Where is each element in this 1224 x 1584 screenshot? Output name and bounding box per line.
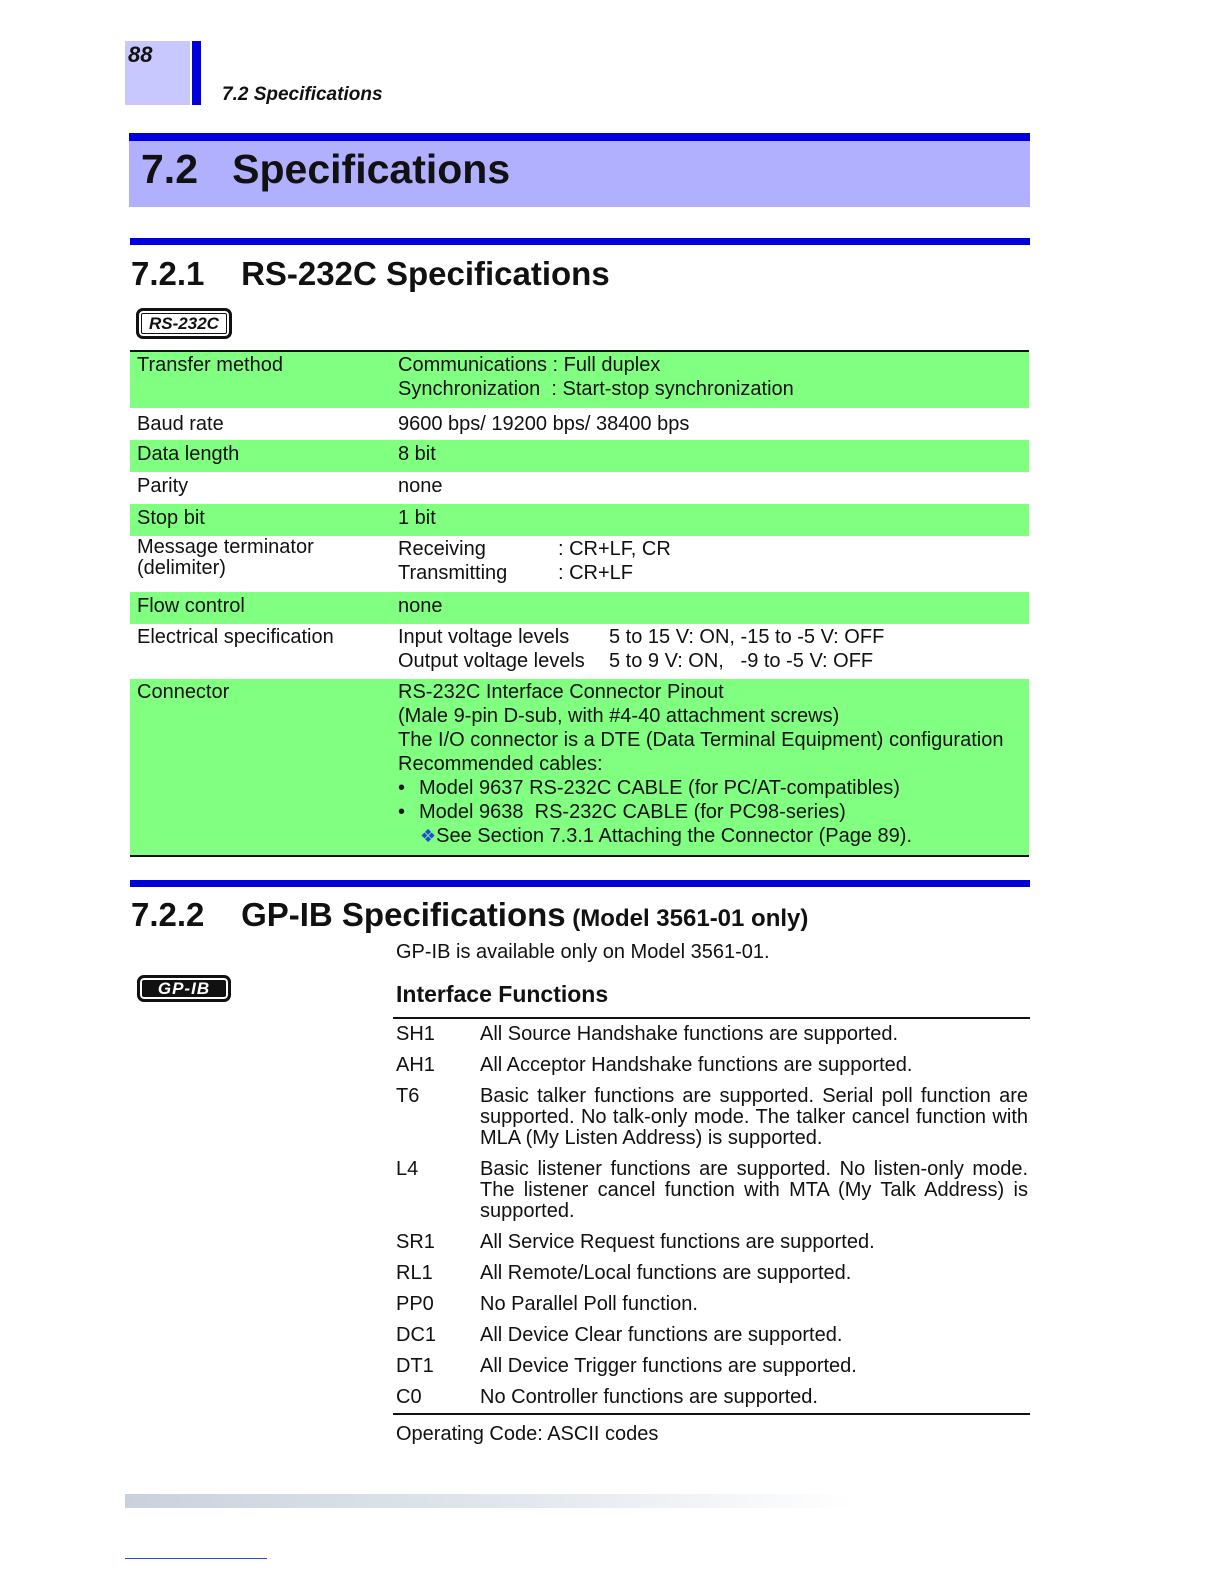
header-accent-bar — [192, 41, 201, 105]
bullet-icon: • — [398, 801, 406, 823]
value-pair — [398, 537, 1029, 561]
value-text: : CR+LF, CR — [558, 538, 671, 560]
section-title-gpib — [131, 895, 808, 939]
footer-gradient-band — [125, 1494, 855, 1508]
table-row-electrical-spec — [130, 624, 1029, 679]
value-pair — [398, 649, 1029, 673]
function-row — [393, 1081, 1030, 1154]
function-code: L4 — [396, 1158, 419, 1180]
table-row-parity — [130, 472, 1029, 504]
function-row — [393, 1351, 1030, 1382]
value-line: Synchronization : Start-stop synchronization — [398, 378, 794, 400]
value-key: Output voltage levels — [398, 650, 585, 672]
row-label — [130, 537, 398, 592]
row-label: Connector — [137, 681, 230, 703]
function-code: DC1 — [396, 1324, 437, 1346]
value-line: The I/O connector is a DTE (Data Terminal Equipment) configuration — [398, 729, 1004, 751]
row-value: none — [398, 475, 443, 497]
value-key: Input voltage levels — [398, 626, 570, 648]
function-row — [393, 1227, 1030, 1258]
function-desc: Basic listener functions are supported. No listen-only mode. The listener cancel function with MTA (My Talk Address) is supported. — [480, 1158, 1028, 1222]
row-label: Baud rate — [137, 413, 224, 435]
footer-rule — [125, 1558, 267, 1559]
bullet-text: Model 9638 RS-232C CABLE (for PC98-series) — [419, 801, 846, 823]
table-row-stop-bit — [130, 504, 1029, 536]
value-key: Receiving — [398, 538, 486, 560]
function-desc: All Source Handshake functions are supported. — [480, 1023, 899, 1045]
row-label: Transfer method — [137, 354, 283, 376]
function-code: PP0 — [396, 1293, 434, 1315]
function-code: DT1 — [396, 1355, 434, 1377]
function-row — [393, 1154, 1030, 1227]
row-value: 1 bit — [398, 507, 436, 529]
header-section-ref: 7.2 Specifications — [222, 84, 383, 105]
cable-bullet-item — [398, 800, 1029, 824]
row-value — [398, 680, 1029, 855]
function-row — [393, 1320, 1030, 1351]
rs232c-spec-table — [130, 350, 1029, 857]
value-text: 5 to 15 V: ON, -15 to -5 V: OFF — [609, 626, 885, 648]
function-desc: No Parallel Poll function. — [480, 1293, 698, 1315]
row-label-line: (delimiter) — [137, 557, 226, 579]
bullet-text: Model 9637 RS-232C CABLE (for PC/AT-compatibles) — [419, 777, 900, 799]
function-desc: All Device Trigger functions are supported. — [480, 1355, 857, 1377]
value-line: (Male 9-pin D-sub, with #4-40 attachment screws) — [398, 705, 840, 727]
row-label: Parity — [137, 475, 189, 497]
row-label: Electrical specification — [137, 626, 334, 648]
function-desc: All Remote/Local functions are supported. — [480, 1262, 852, 1284]
row-value — [398, 353, 1029, 408]
section-rule-gpib — [130, 880, 1030, 887]
value-pair — [398, 561, 1029, 585]
value-text: : CR+LF — [558, 562, 634, 584]
function-desc: No Controller functions are supported. — [480, 1386, 818, 1408]
value-line: Recommended cables: — [398, 753, 603, 775]
function-row — [393, 1019, 1030, 1050]
chapter-title: 7.2 Specifications — [141, 146, 511, 192]
row-label-line: Message terminator — [137, 536, 314, 558]
function-code: C0 — [396, 1386, 422, 1408]
reference-text: See Section 7.3.1 Attaching the Connector (Page 89). — [436, 825, 913, 847]
operating-code-text: Operating Code: ASCII codes — [396, 1423, 659, 1445]
table-row-transfer-method — [130, 352, 1029, 408]
function-row — [393, 1050, 1030, 1081]
bullet-icon: • — [398, 777, 406, 799]
function-desc: Basic talker functions are supported. Serial poll function are supported. No talk-only mode. The talker cancel function with MLA (My Listen Address) is supported. — [480, 1085, 1028, 1149]
interface-functions-title: Interface Functions — [396, 981, 609, 1007]
function-code: SH1 — [396, 1023, 435, 1045]
rs232c-badge-icon: RS-232C — [136, 308, 232, 339]
row-label: Data length — [137, 443, 240, 465]
section-title-rs232c: 7.2.1 RS-232C Specifications — [131, 255, 610, 292]
gpib-badge-icon: GP-IB — [137, 975, 231, 1002]
function-desc: All Device Clear functions are supported. — [480, 1324, 843, 1346]
function-row — [393, 1258, 1030, 1289]
section-rule-rs232c — [130, 238, 1030, 245]
function-desc: All Service Request functions are supported. — [480, 1231, 875, 1253]
function-desc: All Acceptor Handshake functions are supported. — [480, 1054, 913, 1076]
page-number: 88 — [128, 42, 153, 67]
function-code: AH1 — [396, 1054, 435, 1076]
value-key: Transmitting — [398, 562, 508, 584]
row-value: none — [398, 595, 443, 617]
row-value — [398, 625, 1029, 679]
section-cross-reference[interactable] — [398, 824, 1029, 848]
table-row-flow-control — [130, 592, 1029, 624]
gpib-intro-text: GP-IB is available only on Model 3561-01. — [396, 941, 770, 963]
value-line: RS-232C Interface Connector Pinout — [398, 681, 724, 703]
function-code: SR1 — [396, 1231, 435, 1253]
function-code: T6 — [396, 1085, 420, 1107]
value-text: 5 to 9 V: ON, -9 to -5 V: OFF — [609, 650, 874, 672]
row-label: Flow control — [137, 595, 245, 617]
function-row — [393, 1289, 1030, 1320]
function-code: RL1 — [396, 1262, 433, 1284]
chapter-banner-rule — [129, 133, 1030, 141]
row-value — [398, 537, 1029, 592]
interface-functions-table — [393, 1017, 1030, 1415]
value-pair — [398, 625, 1029, 649]
table-row-data-length — [130, 440, 1029, 472]
row-value: 9600 bps/ 19200 bps/ 38400 bps — [398, 413, 690, 435]
cable-bullet-item — [398, 776, 1029, 800]
table-row-message-terminator — [130, 536, 1029, 592]
section-title-gpib-main: 7.2.2 GP-IB Specifications — [131, 896, 566, 933]
row-value: 8 bit — [398, 443, 436, 465]
table-row-connector — [130, 679, 1029, 855]
value-line: Communications : Full duplex — [398, 354, 661, 376]
row-label: Stop bit — [137, 507, 205, 529]
section-title-gpib-sub: (Model 3561-01 only) — [565, 905, 809, 932]
table-row-baud-rate — [130, 408, 1029, 440]
reference-diamond-icon: ❖ — [420, 826, 437, 846]
function-row — [393, 1382, 1030, 1413]
